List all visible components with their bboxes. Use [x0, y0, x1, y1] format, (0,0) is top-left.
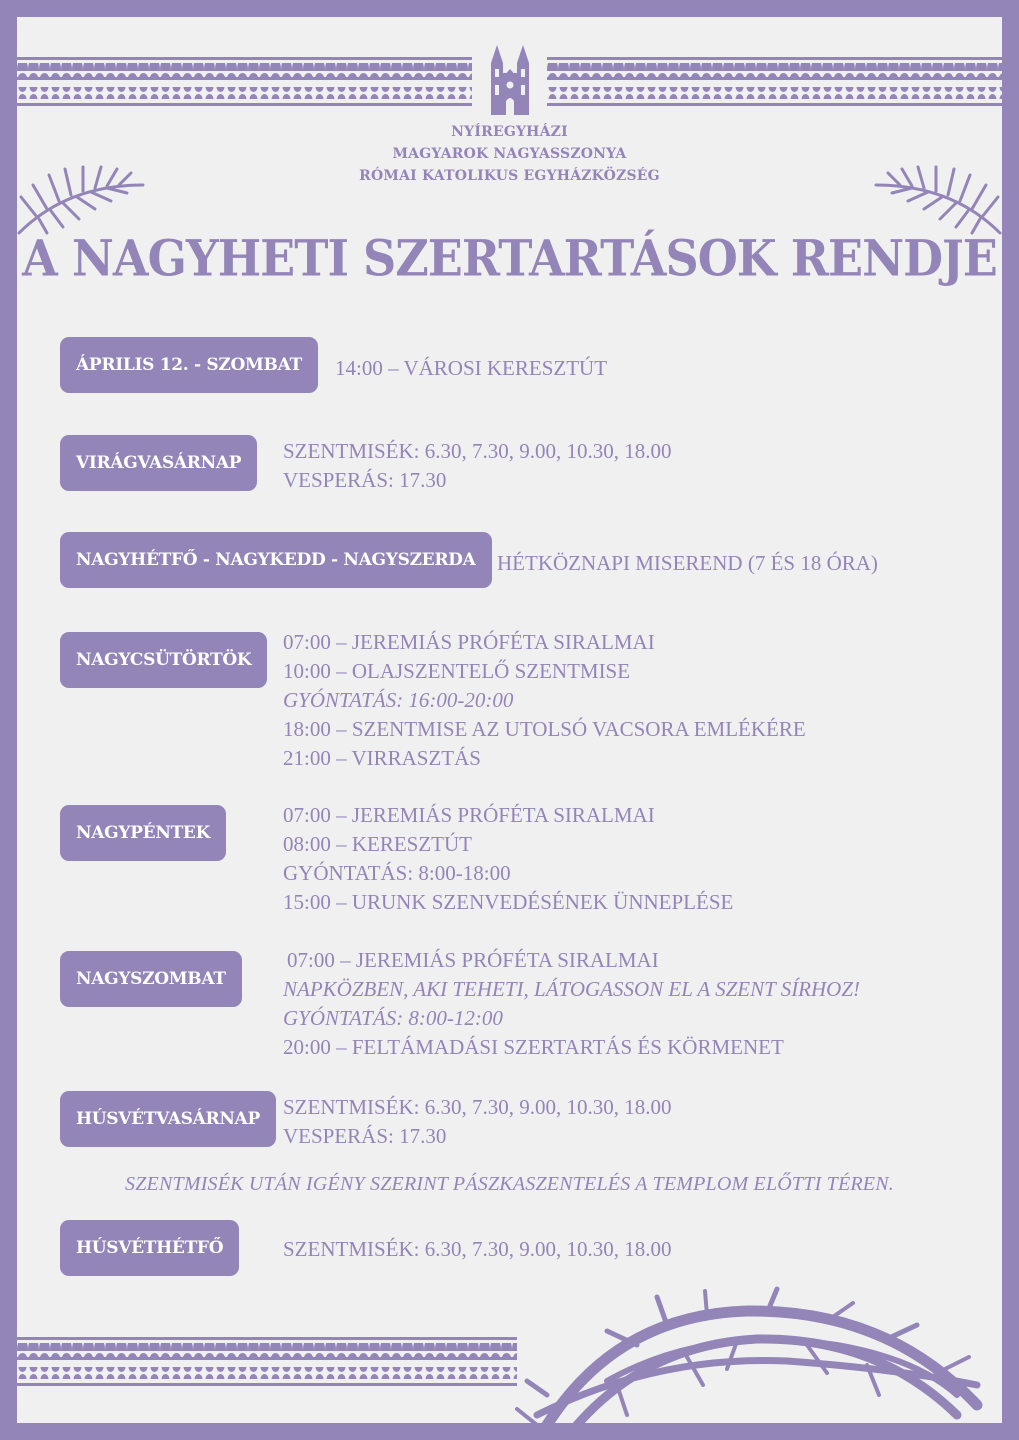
top-left-border-pattern — [17, 57, 472, 111]
day-label: HÚSVÉTHÉTFŐ — [60, 1220, 239, 1276]
parish-line-3: RÓMAI KATOLIKUS EGYHÁZKÖZSÉG — [359, 168, 660, 184]
schedule-line: VESPERÁS: 17.30 — [283, 1124, 447, 1148]
day-schedule — [283, 1093, 672, 1151]
day-schedule — [335, 354, 607, 383]
parish-name — [17, 121, 1002, 187]
schedule-line: 20:00 – FELTÁMADÁSI SZERTARTÁS ÉS KÖRMENET — [283, 1035, 784, 1059]
blessing-note: SZENTMISÉK UTÁN IGÉNY SZERINT PÁSZKASZENTELÉS A TEMPLOM ELŐTTI TÉREN. — [125, 1173, 894, 1195]
parish-line-2: MAGYAROK NAGYASSZONYA — [392, 146, 627, 162]
top-right-border-pattern — [547, 57, 1002, 111]
church-icon — [487, 43, 533, 115]
day-label: VIRÁGVASÁRNAP — [60, 435, 257, 491]
day-label: NAGYHÉTFŐ - NAGYKEDD - NAGYSZERDA — [60, 532, 492, 588]
schedule-line: VESPERÁS: 17.30 — [283, 468, 447, 492]
day-label: HÚSVÉTVASÁRNAP — [60, 1091, 276, 1147]
schedule-line: GYÓNTATÁS: 8:00-12:00 — [283, 1006, 503, 1030]
schedule-line: 14:00 – VÁROSI KERESZTÚT — [335, 356, 608, 380]
day-label: ÁPRILIS 12. - SZOMBAT — [60, 337, 318, 393]
page-title: A NAGYHETI SZERTARTÁSOK RENDJE — [22, 228, 997, 288]
day-schedule — [283, 628, 806, 773]
day-schedule — [283, 801, 733, 917]
schedule-line: SZENTMISÉK: 6.30, 7.30, 9.00, 10.30, 18.00 — [283, 1095, 672, 1119]
crown-of-thorns-icon — [507, 1285, 987, 1423]
schedule-line: 08:00 – KERESZTÚT — [283, 832, 472, 856]
schedule-line: GYÓNTATÁS: 8:00-18:00 — [283, 861, 511, 885]
schedule-line: 15:00 – URUNK SZENVEDÉSÉNEK ÜNNEPLÉSE — [283, 890, 734, 914]
poster — [17, 17, 1002, 1423]
day-label: NAGYCSÜTÖRTÖK — [60, 632, 267, 688]
schedule-line: SZENTMISÉK: 6.30, 7.30, 9.00, 10.30, 18.00 — [283, 439, 672, 463]
schedule-line: SZENTMISÉK: 6.30, 7.30, 9.00, 10.30, 18.00 — [283, 1237, 672, 1261]
day-label: NAGYSZOMBAT — [60, 951, 242, 1007]
day-schedule — [497, 549, 878, 578]
bottom-border-pattern — [17, 1337, 517, 1391]
schedule-line: GYÓNTATÁS: 16:00-20:00 — [283, 688, 514, 712]
schedule-line: NAPKÖZBEN, AKI TEHETI, LÁTOGASSON EL A SZENT SÍRHOZ! — [283, 977, 861, 1001]
schedule-line: 18:00 – SZENTMISE AZ UTOLSÓ VACSORA EMLÉKÉRE — [283, 717, 806, 741]
schedule-line: 21:00 – VIRRASZTÁS — [283, 746, 481, 770]
day-label: NAGYPÉNTEK — [60, 805, 226, 861]
schedule-line: 10:00 – OLAJSZENTELŐ SZENTMISE — [283, 659, 631, 683]
schedule-line: 07:00 – JEREMIÁS PRÓFÉTA SIRALMAI — [287, 948, 659, 972]
day-schedule — [283, 946, 861, 1062]
day-schedule — [283, 437, 672, 495]
day-schedule — [283, 1235, 672, 1264]
schedule-line: 07:00 – JEREMIÁS PRÓFÉTA SIRALMAI — [283, 630, 655, 654]
parish-line-1: NYÍREGYHÁZI — [451, 124, 568, 140]
schedule-line: 07:00 – JEREMIÁS PRÓFÉTA SIRALMAI — [283, 803, 655, 827]
schedule-line: HÉTKÖZNAPI MISEREND (7 ÉS 18 ÓRA) — [497, 551, 878, 575]
